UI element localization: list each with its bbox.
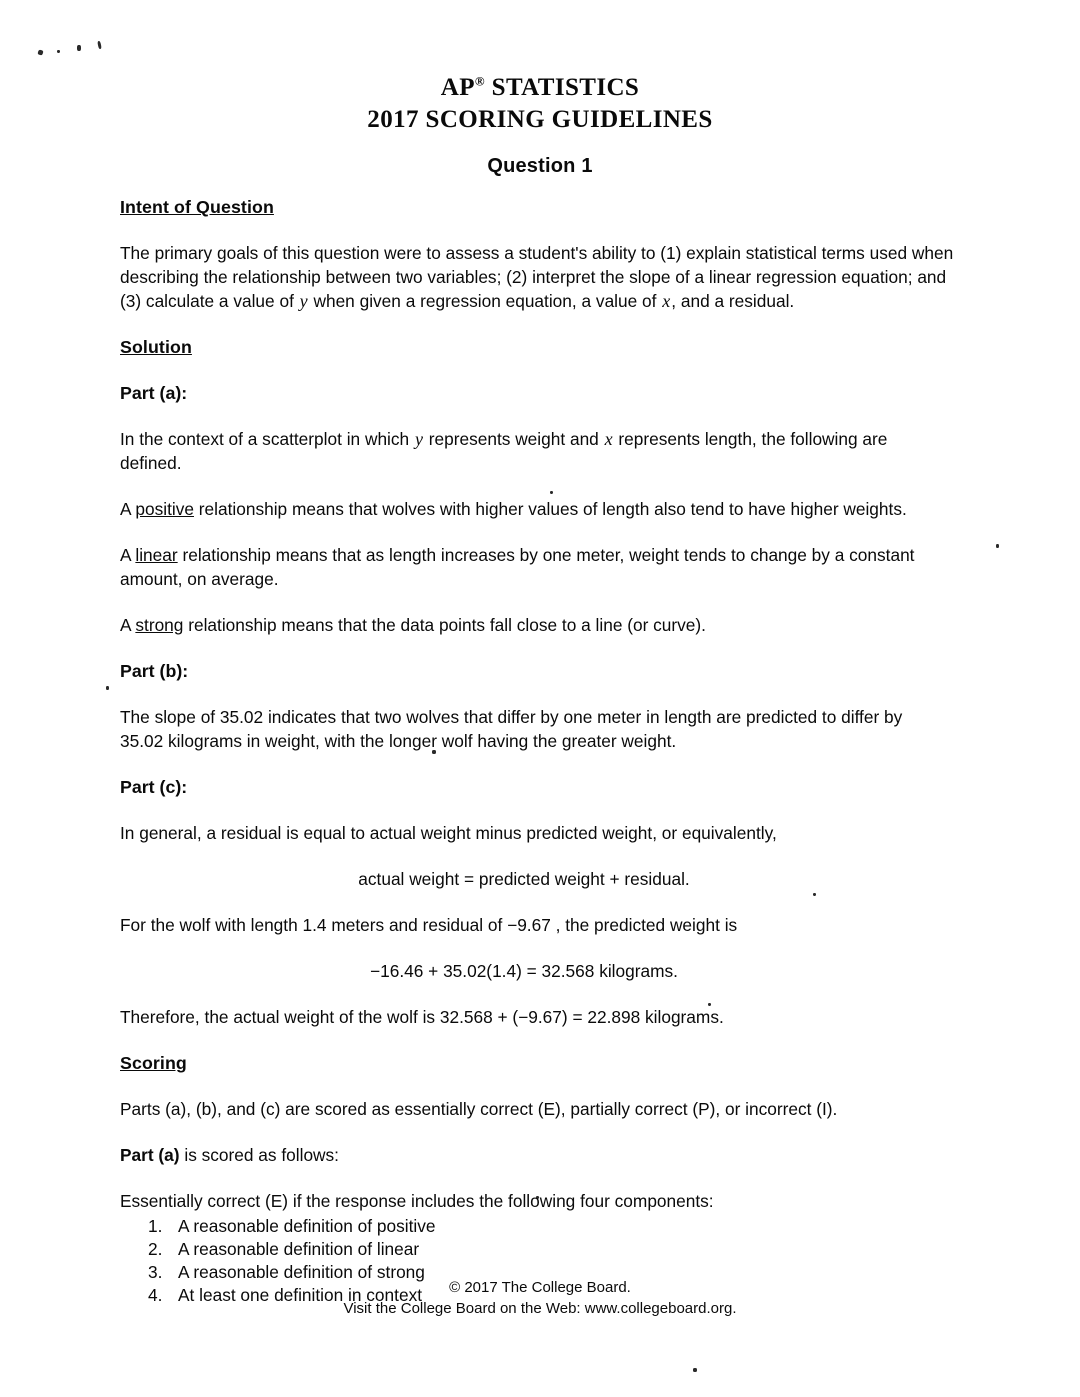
exam-title-ap: AP <box>440 74 475 101</box>
part-c-intro: In general, a residual is equal to actual weight minus predicted weight, or equivalently, <box>120 823 777 843</box>
scan-speckle <box>37 49 43 55</box>
definition-strong <box>120 613 939 637</box>
definition-strong-pre: A <box>120 615 136 635</box>
scan-speckle <box>996 544 999 548</box>
scan-speckle <box>97 41 102 49</box>
scan-speckle <box>693 1368 697 1372</box>
list-item <box>120 1215 939 1238</box>
exam-title <box>0 72 1080 104</box>
scan-speckle <box>77 45 81 51</box>
footer-website: Visit the College Board on the Web: www.collegeboard.org. <box>343 1300 737 1317</box>
term-positive: positive <box>135 499 194 519</box>
heading-part-a: Part (a): <box>120 383 188 403</box>
registered-trademark-icon: ® <box>474 73 485 89</box>
part-c-conclusion: Therefore, the actual weight of the wolf is 32.568 + (−9.67) = 22.898 kilograms. <box>120 1007 724 1027</box>
definition-positive-pre: A <box>120 499 136 519</box>
document-body <box>120 195 968 1307</box>
part-a-intro <box>120 427 939 475</box>
list-item-number: 2. <box>148 1239 163 1259</box>
scoring-part-a-bold: Part (a) <box>120 1145 180 1165</box>
heading-part-b: Part (b): <box>120 661 189 681</box>
document-footer <box>0 1277 1080 1319</box>
equation-predicted-weight: −16.46 + 35.02(1.4) = 32.568 kilograms. <box>370 961 678 981</box>
scoring-part-a-rest: is scored as follows: <box>179 1145 339 1165</box>
part-c-given: For the wolf with length 1.4 meters and residual of −9.67 , the predicted weight is <box>120 915 738 935</box>
list-item-number: 3. <box>148 1262 163 1282</box>
scoring-intro: Parts (a), (b), and (c) are scored as essentially correct (E), partially correct (P), or incorrect (I). <box>120 1099 838 1119</box>
guidelines-title: 2017 SCORING GUIDELINES <box>367 106 713 133</box>
definition-positive <box>120 497 939 521</box>
variable-x: x <box>662 291 671 311</box>
variable-x: x <box>604 429 613 449</box>
heading-scoring: Scoring <box>120 1053 187 1073</box>
intent-paragraph <box>120 241 968 313</box>
footer-copyright: © 2017 The College Board. <box>449 1279 631 1296</box>
list-item-label: A reasonable definition of positive <box>178 1216 436 1236</box>
heading-part-c: Part (c): <box>120 777 188 797</box>
part-a-intro-part3: represents length, the following are defined. <box>120 429 888 473</box>
scan-speckle <box>106 686 109 690</box>
list-item <box>120 1238 939 1261</box>
part-a-intro-part1: In the context of a scatterplot in which <box>120 429 414 449</box>
question-label: Question 1 <box>487 155 593 177</box>
part-a-intro-part2: represents weight and <box>423 429 604 449</box>
intent-text-part3: , and a residual. <box>671 291 795 311</box>
heading-intent-of-question: Intent of Question <box>120 197 274 217</box>
equation-actual-weight: actual weight = predicted weight + residual. <box>358 869 690 889</box>
scoring-part-a-line <box>120 1143 968 1167</box>
scan-speckle <box>57 50 60 53</box>
exam-title-subject: STATISTICS <box>485 74 640 101</box>
list-item-label: At least one definition in context <box>178 1285 423 1305</box>
list-item-number: 1. <box>148 1216 163 1236</box>
heading-solution: Solution <box>120 337 192 357</box>
part-b-text: The slope of 35.02 indicates that two wolves that differ by one meter in length are predicted to differ by 35.02 kilograms in weight, with the longer wolf having the greater weight. <box>120 707 903 751</box>
document-header <box>0 72 1080 136</box>
variable-y: y <box>299 291 308 311</box>
definition-positive-post: relationship means that wolves with higher values of length also tend to have higher weights. <box>193 499 907 519</box>
term-linear: linear <box>135 545 178 565</box>
intent-text-part2: when given a regression equation, a value of <box>308 291 662 311</box>
definition-linear-pre: A <box>120 545 136 565</box>
intent-text-part1: The primary goals of this question were to assess a student's ability to (1) explain statistical terms used when describing the relationship between two variables; (2) interpret the slope of a linear regression equation; and (3) calculate a value of <box>120 243 954 311</box>
variable-y: y <box>414 429 423 449</box>
essentially-correct-intro: Essentially correct (E) if the response includes the following four components: <box>120 1191 714 1211</box>
list-item-label: A reasonable definition of linear <box>178 1239 420 1259</box>
list-item-number: 4. <box>148 1285 163 1305</box>
definition-linear-post: relationship means that as length increases by one meter, weight tends to change by a constant amount, on average. <box>120 545 915 589</box>
list-item-label: A reasonable definition of strong <box>178 1262 425 1282</box>
term-strong: strong <box>135 615 184 635</box>
definition-strong-post: relationship means that the data points fall close to a line (or curve). <box>183 615 706 635</box>
definition-linear <box>120 543 939 591</box>
